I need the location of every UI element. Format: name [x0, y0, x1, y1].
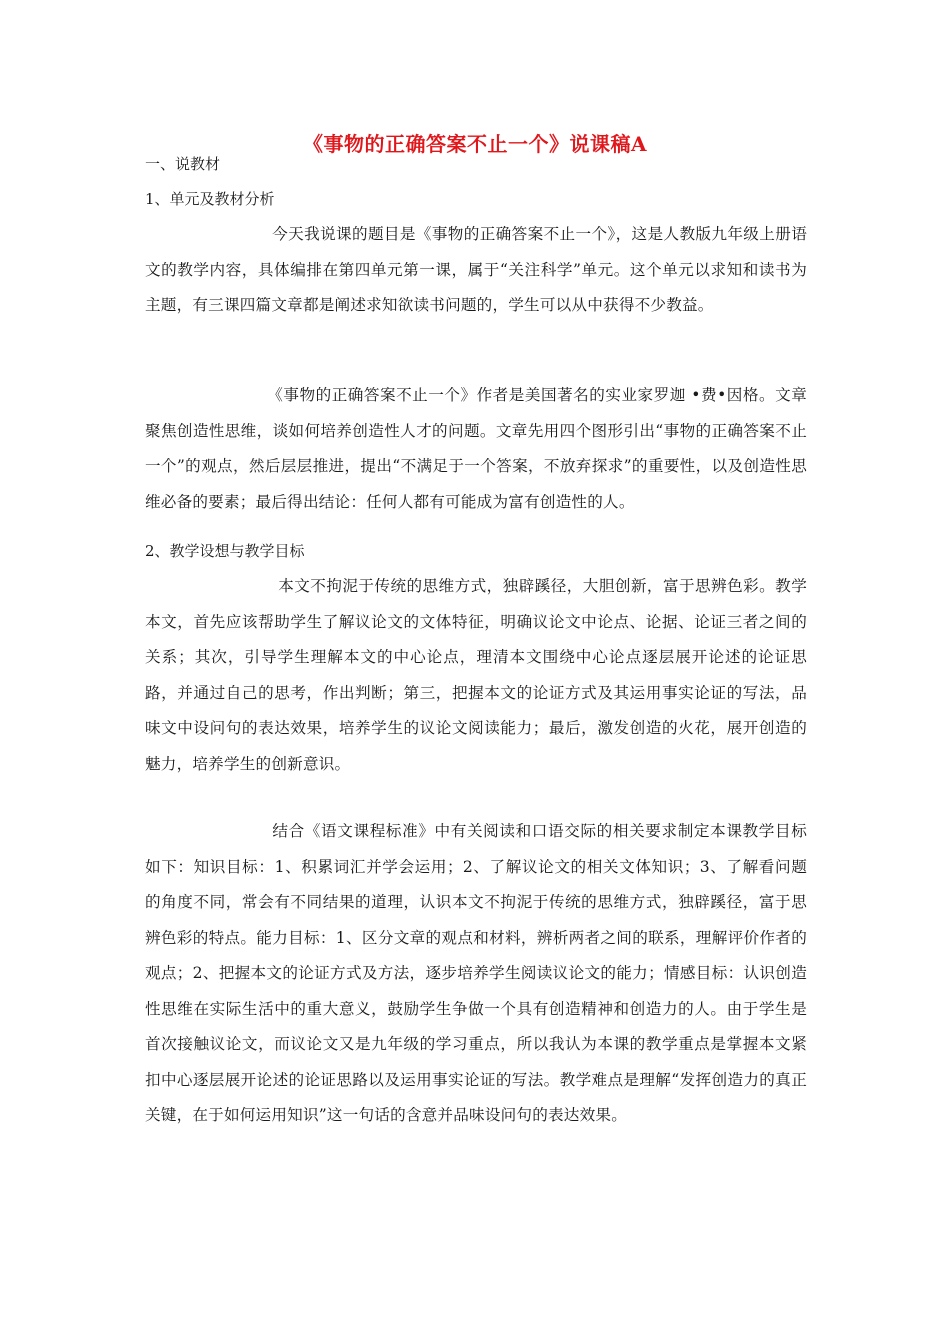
section-heading-one: 一、说教材: [145, 155, 221, 173]
subsection-heading-two: 2、教学设想与教学目标: [145, 542, 305, 560]
paragraph: 《事物的正确答案不止一个》作者是美国著名的实业家罗迦 •费•因格。文章聚焦创造性思维，谈如何培养创造性人才的问题。文章先用四个图形引出“事物的正确答案不止一个”的观点，然后层层推进，提出“不满足于一个答案，不放弃探求”的重要性，以及创造性思维必备的要素；最后得出结论：任何人都有可能成为富有创造性的人。: [145, 386, 807, 511]
paragraph: 结合《语文课程标准》中有关阅读和口语交际的相关要求制定本课教学目标如下：知识目标：1、积累词汇并学会运用；2、了解议论文的相关文体知识；3、了解看问题的角度不同，常会有不同结果的道理，认识本文不拘泥于传统的思维方式，独辟蹊径，富于思辨色彩的特点。能力目标：1、区分文章的观点和材料，辨析两者之间的联系，理解评价作者的观点；2、把握本文的论证方式及方法，逐步培养学生阅读议论文的能力；情感目标：认识创造性思维在实际生活中的重大意义，鼓励学生争做一个具有创造精神和创造力的人。由于学生是首次接触议论文，而议论文又是九年级的学习重点，所以我认为本课的教学重点是掌握本文紧扣中心逐层展开论述的论证思路以及运用事实论证的写法。教学难点是理解“发挥创造力的真正关键，在于如何运用知识”这一句话的含意并品味设问句的表达效果。: [145, 822, 807, 1124]
paragraph: 本文不拘泥于传统的思维方式，独辟蹊径，大胆创新，富于思辨色彩。教学本文，首先应该帮助学生了解议论文的文体特征，明确议论文中论点、论据、论证三者之间的关系；其次，引导学生理解本文的中心论点，理清本文围绕中心论点逐层展开论述的论证思路，并通过自己的思考，作出判断；第三，把握本文的论证方式及其运用事实论证的写法，品味文中设问句的表达效果，培养学生的议论文阅读能力；最后，激发创造的火花，展开创造的魅力，培养学生的创新意识。: [145, 577, 807, 773]
paragraph: 今天我说课的题目是《事物的正确答案不止一个》，这是人教版九年级上册语文的教学内容，具体编排在第四单元第一课，属于“关注科学”单元。这个单元以求知和读书为主题，有三课四篇文章都是阐述求知欲读书问题的，学生可以从中获得不少教益。: [145, 225, 807, 314]
subsection-heading-one: 1、单元及教材分析: [145, 190, 275, 208]
document-title: 《事物的正确答案不止一个》说课稿A: [302, 132, 648, 156]
